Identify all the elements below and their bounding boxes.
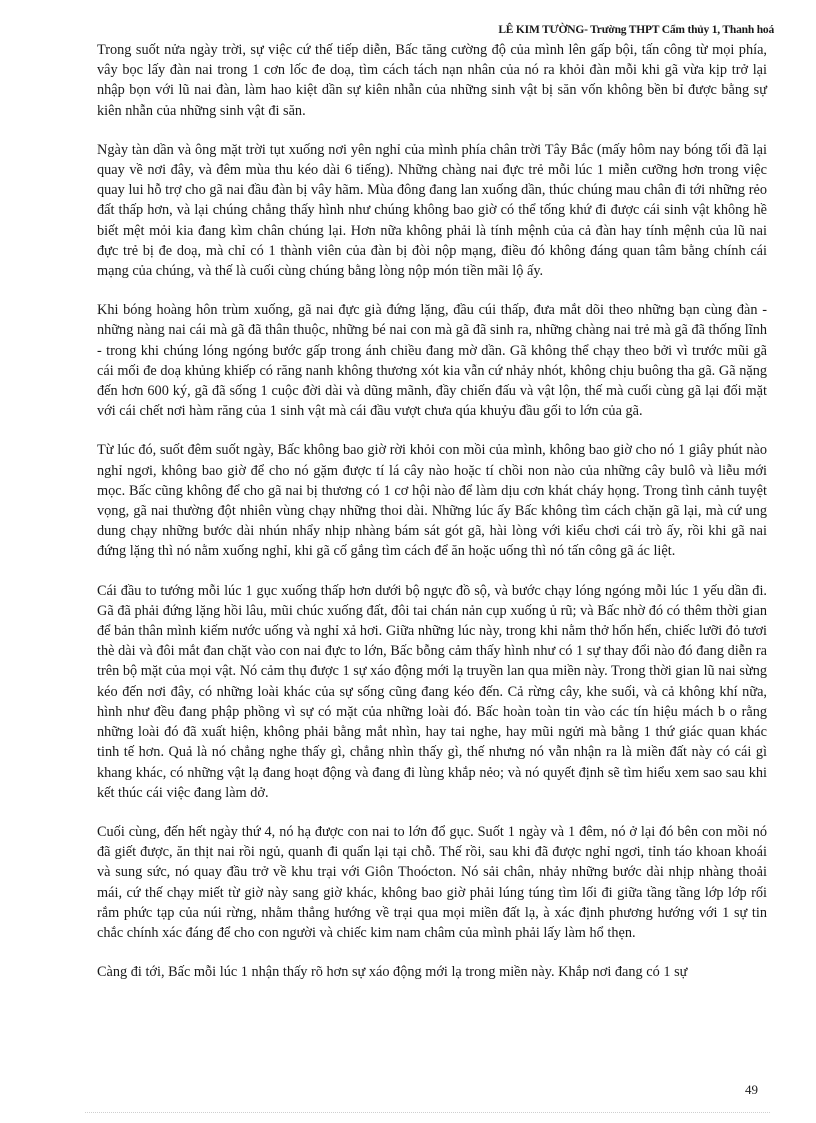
paragraph-4: Từ lúc đó, suốt đêm suốt ngày, Bấc không bao giờ rời khỏi con mồi của mình, không bao giờ cho nó 1 giây phút nào nghỉ ngơi, không bao giờ để cho nó gặm được tí lá cây nào hoặc tí chồi non nào của những cây bulô và liễu mới mọc. Bấc cũng không để cho gã nai bị thương có 1 cơ hội nào để làm dịu cơn khát cháy họng. Trong tình cảnh tuyệt vọng, gã nai thường đột nhiên vùng chạy những thoi dài. Những lúc ấy Bấc không tìm cách chặn gã lại, mà cứ ung dung chạy những bước dài nhún nhẩy nhịp nhàng bám sát gót gã, hài lòng với kiểu chơi cái trò ấy, rồi khi gã nai đứng lặng thì nó nằm xuống nghỉ, khi gã cố gắng tìm cách để ăn hoặc uống thì nó tấn công gã ác liệt.	[97, 442, 767, 560]
paragraph-7: Càng đi tới, Bấc mỗi lúc 1 nhận thấy rõ hơn sự xáo động mới lạ trong miền này. Khắp nơi đang có 1 sự	[97, 964, 688, 981]
paragraph-2: Ngày tàn dần và ông mặt trời tụt xuống nơi yên nghỉ của mình phía chân trời Tây Bắc (mấy hôm nay bóng tối đã lại quay về nơi đây, và đêm mùa thu kéo dài 6 tiếng). Những chàng nai đực trẻ mỗi lúc 1 miễn cưỡng hơn trong việc quay lui hỗ trợ cho gã nai đầu đàn bị vây hãm. Mùa đông đang lan xuống dần, thúc chúng mau chân đi tới những rẻo đất thấp hơn, và lại chúng chẳng thấy hình như chúng không bao giờ có thể tống khứ đi được cái sinh vật không hề biết mệt mỏi kia đang kìm chân chúng lại. Hơn nữa không phải là tính mệnh của cả đàn hay tính mệnh của lũ nai đực trẻ bị đe doạ, mà chỉ có 1 thành viên của đàn bị đòi nộp mạng, điều đó không đáng quan tâm bằng chính cái mạng của chúng, và thế là cuối cùng chúng bằng lòng nộp món tiền mãi lộ ấy.	[97, 141, 767, 280]
paragraph-6: Cuối cùng, đến hết ngày thứ 4, nó hạ được con nai to lớn đổ gục. Suốt 1 ngày và 1 đêm, nó ở lại đó bên con mồi nó đã giết được, ăn thịt nai rồi ngủ, quanh đi quẩn lại tại chỗ. Thế rồi, sau khi đã được nghỉ ngơi, tỉnh táo khoan khoái và sung sức, nó quay đầu trở về khu trại với Giôn Thoócton. Nó sải chân, nhảy những bước dài nhịp nhàng thoải mái, cứ thế chạy miết từ giờ này sang giờ khác, không bao giờ phải lúng túng tìm lối đi giữa tầng tầng lớp lớp rối rắm phức tạp của núi rừng, nhằm thẳng hướng về trại qua mọi miền đất lạ, à xác định phương hướng với 1 sự tin chắc chính xác đáng để cho con người và chiếc kim nam châm của mình phải lấy làm hổ thẹn.	[97, 823, 767, 941]
paragraph-5: Cái đầu to tướng mỗi lúc 1 gục xuống thấp hơn dưới bộ ngực đồ sộ, và bước chạy lóng ngóng mỗi lúc 1 yếu dần đi. Gã đã phải đứng lặng hồi lâu, mũi chúc xuống đất, đôi tai chán nản cụp xuống ủ rũ; và Bấc nhờ đó có thêm thời gian để bản thân mình kiếm nước uống và nghỉ xả hơi. Giữa những lúc này, trong khi nằm thở hổn hển, chiếc lưỡi đỏ tươi thè dài và đôi mắt đan chặt vào con nai đực to lớn, Bấc bỗng cảm thấy hình như có 1 sự thay đổi nào đó đang diễn ra trên bộ mặt của mọi vật. Nó cảm thụ được 1 sự xáo động mới lạ truyền lan qua miền này. Trong thời gian lũ nai sừng kéo đến nơi đây, có những loài khác của sự sống cũng đang kéo đến. Cả rừng cây, khe suối, và cả không khí nữa, hình như đều đang phập phồng vì sự có mặt của những loài đó. Bấc hoàn toàn tin vào các tín hiệu mách b o rằng những loài đó đã xuất hiện, không phải bằng mắt nhìn, hay tai nghe, hay mũi ngửi mà bằng 1 thứ giác quan khác tinh tế hơn. Quả là nó chẳng nghe thấy gì, chẳng nhìn thấy gì, thế nhưng nó vẫn nhận ra là miền đất này có cái gì khang khác, có những vật lạ đang hoạt động và đang đi lùng khắp nẻo; và nó quyết định sẽ tìm hiểu xem sao sau khi kết thúc cái việc đang làm dở.	[97, 582, 767, 801]
paragraph-3: Khi bóng hoàng hôn trùm xuống, gã nai đực già đứng lặng, đầu cúi thấp, đưa mắt dõi theo những bạn cùng đàn - những nàng nai cái mà gã đã thân thuộc, những bé nai con mà gã đã sinh ra, những chàng nai trẻ mà gã đã thống lĩnh - trong khi chúng lóng ngóng bước gấp trong ánh chiều đang mờ dần. Gã không thể chạy theo bởi vì trước mũi gã cái mối đe doạ khủng khiếp có răng nanh không thương xót kia vẫn cứ nhảy nhót, không chịu buông tha gã. Gã nặng đến hơn 600 ký, gã đã sống 1 cuộc đời dài và dũng mãnh, đầy chiến đấu và vật lộn, thế mà cuối cùng gã lại đối mặt với cái chết nơi hàm răng của 1 sinh vật mà cái đầu vượt chưa qúa khuỷu đầu gối to lớn của gã.	[97, 302, 767, 420]
running-header: LÊ KIM TƯỜNG- Trường THPT Cẩm thủy 1, Thanh hoá	[498, 24, 774, 36]
footer-divider	[85, 1112, 770, 1113]
page-body	[97, 40, 767, 982]
page-number: 49	[745, 1082, 758, 1097]
paragraph-1: Trong suốt nửa ngày trời, sự việc cứ thế tiếp diễn, Bấc tăng cường độ của mình lên gấp bội, tấn công từ mọi phía, vây bọc lấy đàn nai trong 1 cơn lốc đe doạ, tìm cách tách nạn nhân của nó ra khỏi đàn mỗi khi gã vừa kịp trở lại nhập bọn với lũ nai đàn, làm hao kiệt dần sự kiên nhẫn của những sinh vật bị săn vốn không bền bỉ được bằng sự kiên nhẫn của những sinh vật đi săn.	[97, 42, 767, 119]
